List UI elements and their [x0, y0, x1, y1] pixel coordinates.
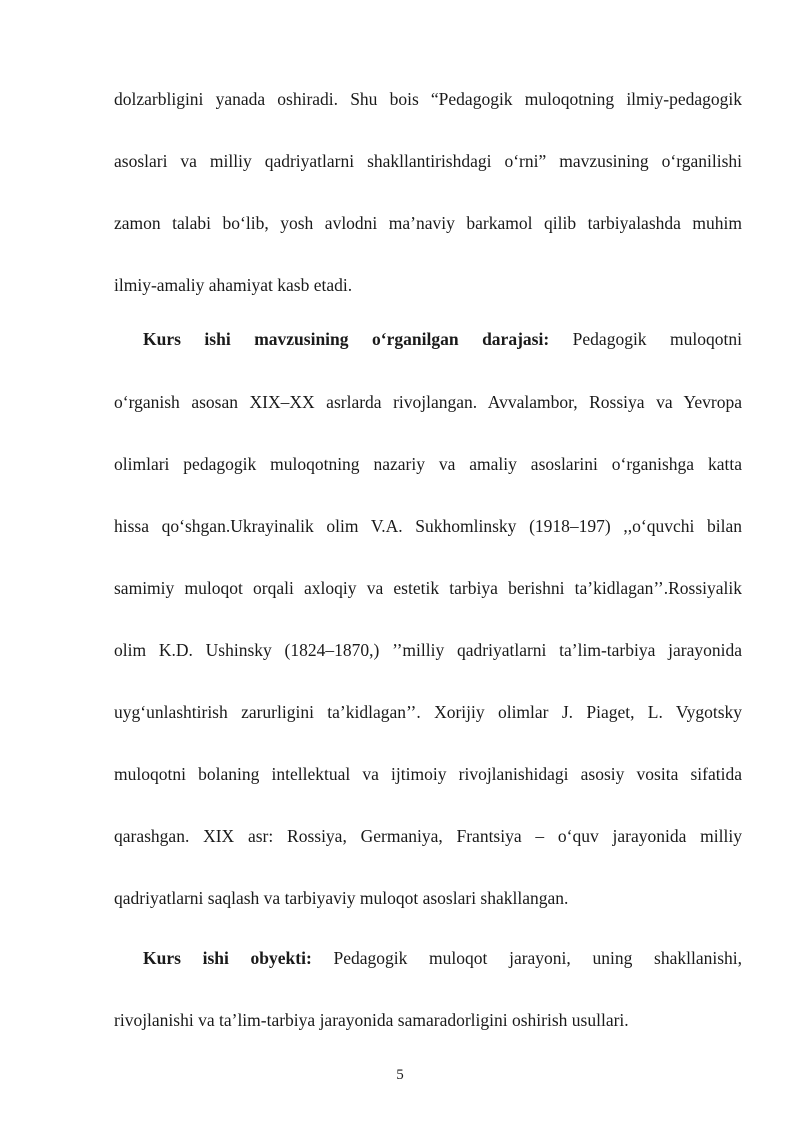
paragraph-2-line-1	[143, 328, 742, 350]
paragraph-2-first-line-text: Pedagogik muloqotni	[572, 329, 743, 349]
paragraph-1-line-4: ilmiy-amaliy ahamiyat kasb etadi.	[114, 275, 353, 295]
paragraph-2-line-3: olimlari pedagogik muloqotning nazariy va amaliy asoslarini oʻrganishga katta	[114, 454, 742, 474]
paragraph-2-line-4: hissa qoʻshgan.Ukrayinalik olim V.A. Sukhomlinsky (1918–197) ,,oʻquvchi bilan	[114, 516, 742, 536]
paragraph-3-line-2: rivojlanishi va taʼlim-tarbiya jarayonida samaradorligini oshirish usullari.	[114, 1010, 629, 1030]
paragraph-2-line-5: samimiy muloqot orqali axloqiy va estetik tarbiya berishni taʼkidlagan’’.Rossiyalik	[114, 578, 742, 598]
paragraph-2-line-2: oʻrganish asosan XIX–XX asrlarda rivojlangan. Avvalambor, Rossiya va Yevropa	[114, 392, 742, 412]
paragraph-3-line-1	[143, 947, 742, 969]
paragraph-2-line-9: qarashgan. XIX asr: Rossiya, Germaniya, Frantsiya – oʻquv jarayonida milliy	[114, 826, 742, 846]
paragraph-1-line-1: dolzarbligini yanada oshiradi. Shu bois “Pedagogik muloqotning ilmiy-pedagogik	[114, 89, 742, 109]
paragraph-3-heading: Kurs ishi obyekti:	[143, 948, 312, 968]
paragraph-2-line-6: olim K.D. Ushinsky (1824–1870,) ’’milliy qadriyatlarni taʼlim-tarbiya jarayonida	[114, 640, 742, 660]
paragraph-2-line-8: muloqotni bolaning intellektual va ijtimoiy rivojlanishidagi asosiy vosita sifatida	[114, 764, 742, 784]
paragraph-2-heading: Kurs ishi mavzusining oʻrganilgan darajasi:	[143, 329, 550, 349]
paragraph-2-line-10: qadriyatlarni saqlash va tarbiyaviy muloqot asoslari shakllangan.	[114, 888, 569, 908]
page-number: 5	[396, 1067, 404, 1083]
paragraph-2-line-7: uygʻunlashtirish zarurligini taʼkidlagan’’. Xorijiy olimlar J. Piaget, L. Vygotsky	[114, 702, 742, 722]
paragraph-1-line-2: asoslari va milliy qadriyatlarni shakllantirishdagi oʻrni” mavzusining oʻrganilishi	[114, 151, 742, 171]
paragraph-3-first-line-text: Pedagogik muloqot jarayoni, uning shakllanishi,	[333, 948, 742, 968]
paragraph-1-line-3: zamon talabi boʻlib, yosh avlodni maʼnaviy barkamol qilib tarbiyalashda muhim	[114, 213, 742, 233]
